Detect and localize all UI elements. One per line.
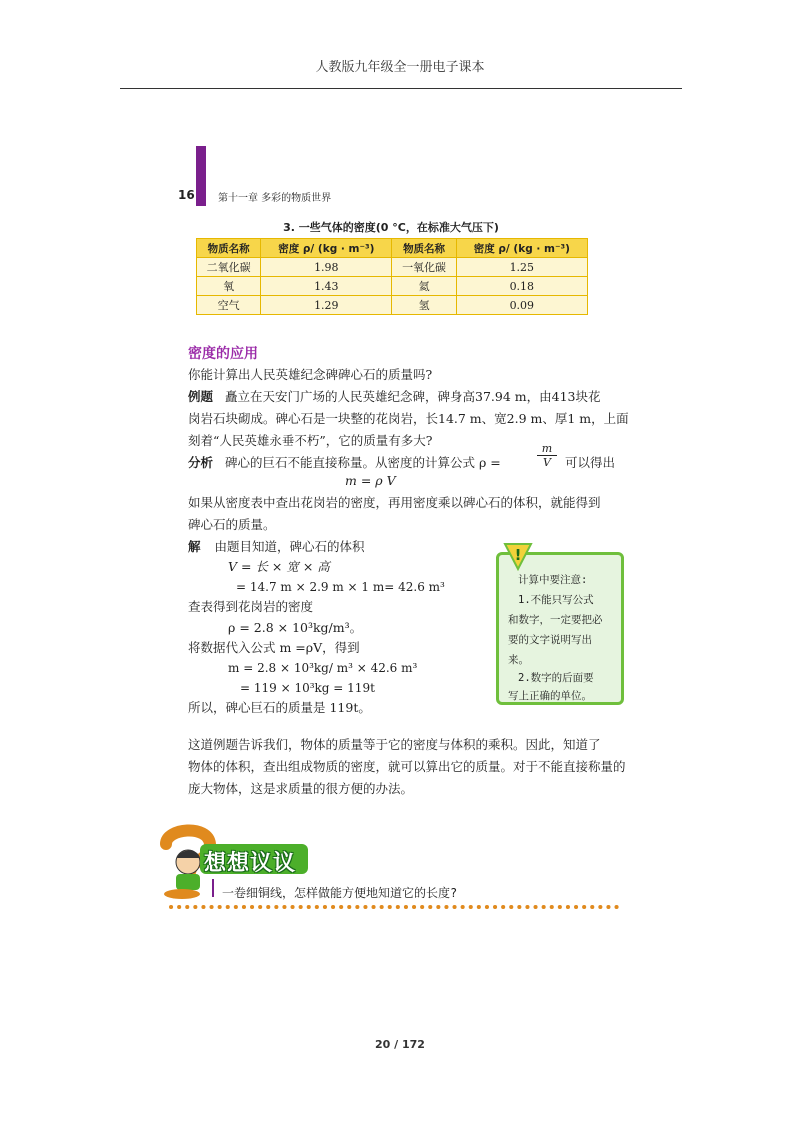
solution-text: V = 长 × 宽 × 高 xyxy=(228,559,330,574)
mass-formula: m = ρ V xyxy=(345,473,396,488)
svg-text:!: ! xyxy=(514,546,522,564)
table-cell: 空气 xyxy=(197,296,261,315)
tip-text: 来。 xyxy=(508,654,529,666)
table-cell: 氦 xyxy=(392,277,456,296)
analysis-label: 分析 xyxy=(188,455,214,470)
tip-text: 和数字，一定要把必 xyxy=(508,614,603,626)
conclusion-text: 物体的体积，查出组成物质的密度，就可以算出它的质量。对于不能直接称量的 xyxy=(188,759,626,774)
table-cell: 1.98 xyxy=(261,258,392,277)
density-fraction xyxy=(537,442,557,469)
tip-text: 要的文字说明写出 xyxy=(508,634,592,646)
discussion-title: 想想议议 xyxy=(204,851,297,876)
table-row xyxy=(197,277,588,296)
table-cell: 氧 xyxy=(197,277,261,296)
header-divider xyxy=(120,88,682,89)
table-cell: 1.25 xyxy=(456,258,587,277)
tip-text: 写上正确的单位。 xyxy=(508,690,592,702)
section-heading: 密度的应用 xyxy=(188,346,258,362)
table-cell: 二氧化碳 xyxy=(197,258,261,277)
solution-text: 所以，碑心巨石的质量是 119t。 xyxy=(188,700,371,715)
example-text: 刻着“人民英雄永垂不朽”，它的质量有多大? xyxy=(188,433,433,448)
solution-text: ρ = 2.8 × 10³kg/m³。 xyxy=(228,620,363,635)
fraction-numerator: m xyxy=(537,442,557,456)
solution-text: 将数据代入公式 m =ρV，得到 xyxy=(188,640,360,655)
gas-density-table xyxy=(196,238,588,315)
table-row xyxy=(197,296,588,315)
analysis-text: 碑心石的质量。 xyxy=(188,517,276,532)
solution-text: 由题目知道，碑心石的体积 xyxy=(214,539,365,554)
page-indicator: 20 / 172 xyxy=(375,1038,425,1051)
table-caption: 3. 一些气体的密度(0 °C，在标准大气压下) xyxy=(283,221,499,234)
table-header-cell: 密度 ρ/ (kg · m⁻³) xyxy=(261,239,392,258)
conclusion-text: 庞大物体，这是求质量的很方便的办法。 xyxy=(188,781,414,796)
fraction-denominator: V xyxy=(543,456,551,469)
warning-icon xyxy=(503,541,533,571)
discussion-marker xyxy=(212,879,214,897)
tip-text: 1.不能只写公式 xyxy=(518,594,594,606)
analysis-line xyxy=(188,454,501,472)
example-text: 矗立在天安门广场的人民英雄纪念碑，碑身高37.94 m，由413块花 xyxy=(225,389,601,404)
table-cell: 一氧化碳 xyxy=(392,258,456,277)
book-page-number: 16 xyxy=(178,188,195,202)
discussion-question: 一卷细铜线，怎样做能方便地知道它的长度? xyxy=(222,886,458,900)
table-cell: 氢 xyxy=(392,296,456,315)
table-cell: 1.43 xyxy=(261,277,392,296)
table-header-cell: 物质名称 xyxy=(197,239,261,258)
example-label: 例题 xyxy=(188,389,214,404)
table-row xyxy=(197,258,588,277)
solution-text: = 14.7 m × 2.9 m × 1 m= 42.6 m³ xyxy=(236,580,445,594)
table-cell: 0.09 xyxy=(456,296,587,315)
analysis-text: 可以得出 xyxy=(565,455,616,470)
table-header-cell: 物质名称 xyxy=(392,239,456,258)
dotted-divider xyxy=(168,904,624,910)
example-line xyxy=(188,388,600,406)
analysis-text: 碑心的巨石不能直接称量。从密度的计算公式 ρ = xyxy=(225,455,501,470)
solution-line xyxy=(188,538,365,556)
tip-text: 2.数字的后面要 xyxy=(518,672,594,684)
analysis-text: 如果从密度表中查出花岗岩的密度，再用密度乘以碑心石的体积，就能得到 xyxy=(188,495,601,510)
solution-text: 查表得到花岗岩的密度 xyxy=(188,599,314,614)
example-text: 岗岩石块砌成。碑心石是一块整的花岗岩，长14.7 m、宽2.9 m、厚1 m，上面 xyxy=(188,411,629,426)
chapter-title: 第十一章 多彩的物质世界 xyxy=(218,193,332,204)
solution-text: = 119 × 10³kg = 119t xyxy=(240,681,375,695)
chapter-color-bar xyxy=(196,146,206,206)
tip-title: 计算中要注意: xyxy=(518,574,588,586)
document-header: 人教版九年级全一册电子课本 xyxy=(315,60,485,75)
table-cell: 1.29 xyxy=(261,296,392,315)
table-header-cell: 密度 ρ/ (kg · m⁻³) xyxy=(456,239,587,258)
table-header-row xyxy=(197,239,588,258)
intro-question: 你能计算出人民英雄纪念碑碑心石的质量吗? xyxy=(188,367,433,382)
solution-text: m = 2.8 × 10³kg/ m³ × 42.6 m³ xyxy=(228,661,418,675)
table-cell: 0.18 xyxy=(456,277,587,296)
conclusion-text: 这道例题告诉我们，物体的质量等于它的密度与体积的乘积。因此，知道了 xyxy=(188,737,601,752)
solution-label: 解 xyxy=(188,539,201,554)
